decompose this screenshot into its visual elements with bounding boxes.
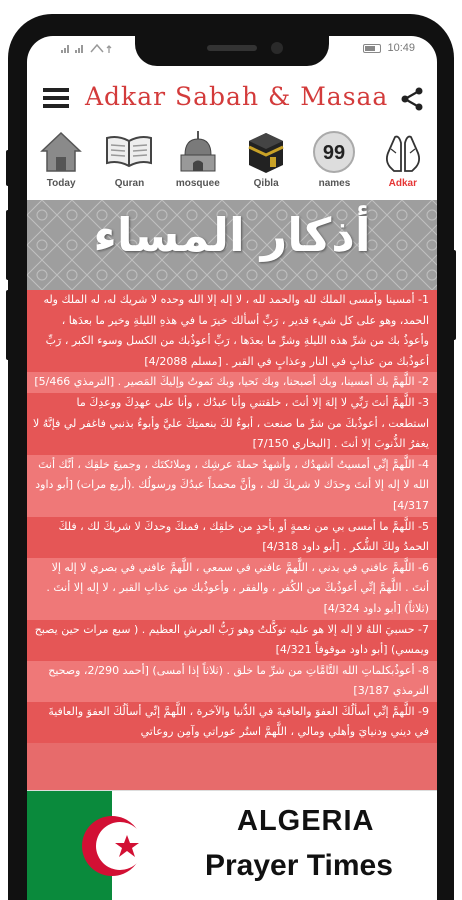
list-item[interactable]: 7- حسبيَ اللهُ لا إله إلا هو عليه توكَّلتُ وهو رَبُّ العرشِ العظيم . ( سبع مرات حين يصبح ويمسي) [أبو داود موقوفاً 4/321]: [27, 620, 437, 661]
app-bar: [27, 76, 437, 122]
phone-side-button: [6, 290, 10, 360]
tab-bar: [27, 128, 437, 200]
list-item[interactable]: 8- أعوذُبكلماتِ الله التَّامَّاتِ من شرِّ ما خلق . (ثلاثاً إذا أمسى) [أحمد 2/290، وصحيح الترمذي 3/187]: [27, 661, 437, 702]
tab-label: Quran: [114, 178, 145, 189]
tab-label: Adkar: [388, 178, 417, 189]
status-time: 10:49: [387, 42, 415, 54]
phone-side-button: [6, 210, 10, 280]
house-icon: [38, 129, 84, 175]
tab-label: names: [318, 178, 351, 189]
ad-subtitle: Prayer Times: [205, 849, 393, 882]
quran-book-icon: [104, 129, 154, 175]
notch: [135, 36, 329, 66]
list-item[interactable]: 6- اللَّهمَّ عافني في بدني ، اللَّهمَّ عافني في سمعي ، اللَّهمَّ عافني في بصري لا إله إلا أنتَ . اللَّهمَّ إنِّي أعوذُبكَ من الكُفر ، والفقر ، وأعوذُبك من عذابِ القبر ، لا إله إلا أنتَ . (ثلاثاً) [أبو داود 4/324]: [27, 558, 437, 620]
app-screen: [27, 36, 437, 900]
tab-quran[interactable]: [95, 128, 163, 200]
share-icon[interactable]: [399, 86, 425, 112]
menu-icon[interactable]: [43, 88, 69, 110]
ad-banner[interactable]: [27, 790, 437, 900]
mosque-icon: [175, 129, 221, 175]
99-names-icon: [311, 129, 357, 175]
list-item[interactable]: 4- اللَّهمَّ إنِّي أمسيتُ أشهدُك ، وأشهدُ حملةَ عرشِك ، وملائكتَك ، وجميعَ خلقِك ، أنَّك أنتَ الله لا إله إلا أنتَ وحدَك لا شريكَ لك ، وأنَّ محمداً عبدُكَ ورسولُك .(أربع مرات) [أبو داود 4/317]: [27, 455, 437, 517]
signal-status: [61, 42, 121, 57]
kaaba-icon: [243, 129, 289, 175]
phone-power-button: [452, 250, 456, 340]
list-item[interactable]: 1- أمسينا وأمسى الملك لله والحمد لله ، لا إله إلا الله وحده لا شريك له، له الملك وله الحمد، وهو على كل شيء قدير ، رَبِّ أسألك خيرَ ما في هذهِ الليلةِ وخير ما بعدَها ، وأعوذُ بك من شرِّ هذه الليلةِ وشرِّ ما بعدَها ، رَبِّ أعوذُبك من الكسل وسوء الكبر ، رَبِّ أعوذُبك من عذابٍ في النار وعذابٍ في القبر . [مسلم 4/2088]: [27, 290, 437, 372]
status-right: [363, 42, 415, 54]
crescent-star-icon: [27, 791, 197, 900]
names-badge: 99: [323, 142, 346, 164]
tab-today[interactable]: [27, 128, 95, 200]
tab-label: Today: [46, 178, 76, 189]
header-banner: [27, 200, 437, 290]
algeria-flag: [27, 791, 197, 900]
list-item[interactable]: 3- اللَّهمَّ أنتَ رَبِّي لا إلهَ إلا أنتَ ، خلقتني وأنا عبدُك ، وأنا على عهدِكَ ووعدِكَ ما استطعت ، أعوذُبكَ من شرِّ ما صنعت ، أبوءُ لكَ بنعمتِكَ عليَّ وأبوءُ بذنبي فاغفر لي فإنَّهُ لا يغفرُ الذُّنوبَ إلا أنتَ . [البخاري 7/150]: [27, 393, 437, 455]
list-item[interactable]: 9- اللَّهمَّ إنِّي أسألُكَ العفوَ والعافيةَ في الدُّنيا والآخرة ، اللَّهمَّ إنِّي أسألُكَ العفوَ والعافيةَ في ديني ودنيايَ وأهلي ومالي ، اللَّهمَّ استُر عوراتي وآمِن روعاتي: [27, 702, 437, 743]
phone-side-button: [6, 150, 10, 186]
tab-mosquee[interactable]: [164, 128, 232, 200]
tab-label: mosquee: [175, 178, 220, 189]
list-item[interactable]: 2- اللَّهمَّ بك أمسينا، وبك أصبحنا، وبك نَحيا، وبك نَموتُ وإليكَ المَصير . [الترمذي 5/466]: [27, 372, 437, 393]
app-title: Adkar Sabah & Masaa: [85, 82, 389, 111]
ad-title: ALGERIA: [237, 805, 375, 837]
tab-adkar[interactable]: [369, 128, 437, 200]
praying-hands-icon: [380, 129, 426, 175]
banner-title: أذكار المساء: [93, 208, 371, 262]
list-item[interactable]: 5- اللَّهمَّ ما أمسى بي من نعمةٍ أو بأحدٍ من خلقِك ، فمنكَ وحدكَ لا شريكَ لك ، فلكَ الحمدُ ولكَ الشُّكر . [أبو داود 4/318]: [27, 517, 437, 558]
battery-icon: [363, 44, 381, 53]
tab-qibla[interactable]: [232, 128, 300, 200]
tab-names[interactable]: [300, 128, 368, 200]
tab-label: Qibla: [253, 178, 279, 189]
signal-icon: [61, 42, 121, 54]
adkar-list[interactable]: [27, 290, 437, 790]
